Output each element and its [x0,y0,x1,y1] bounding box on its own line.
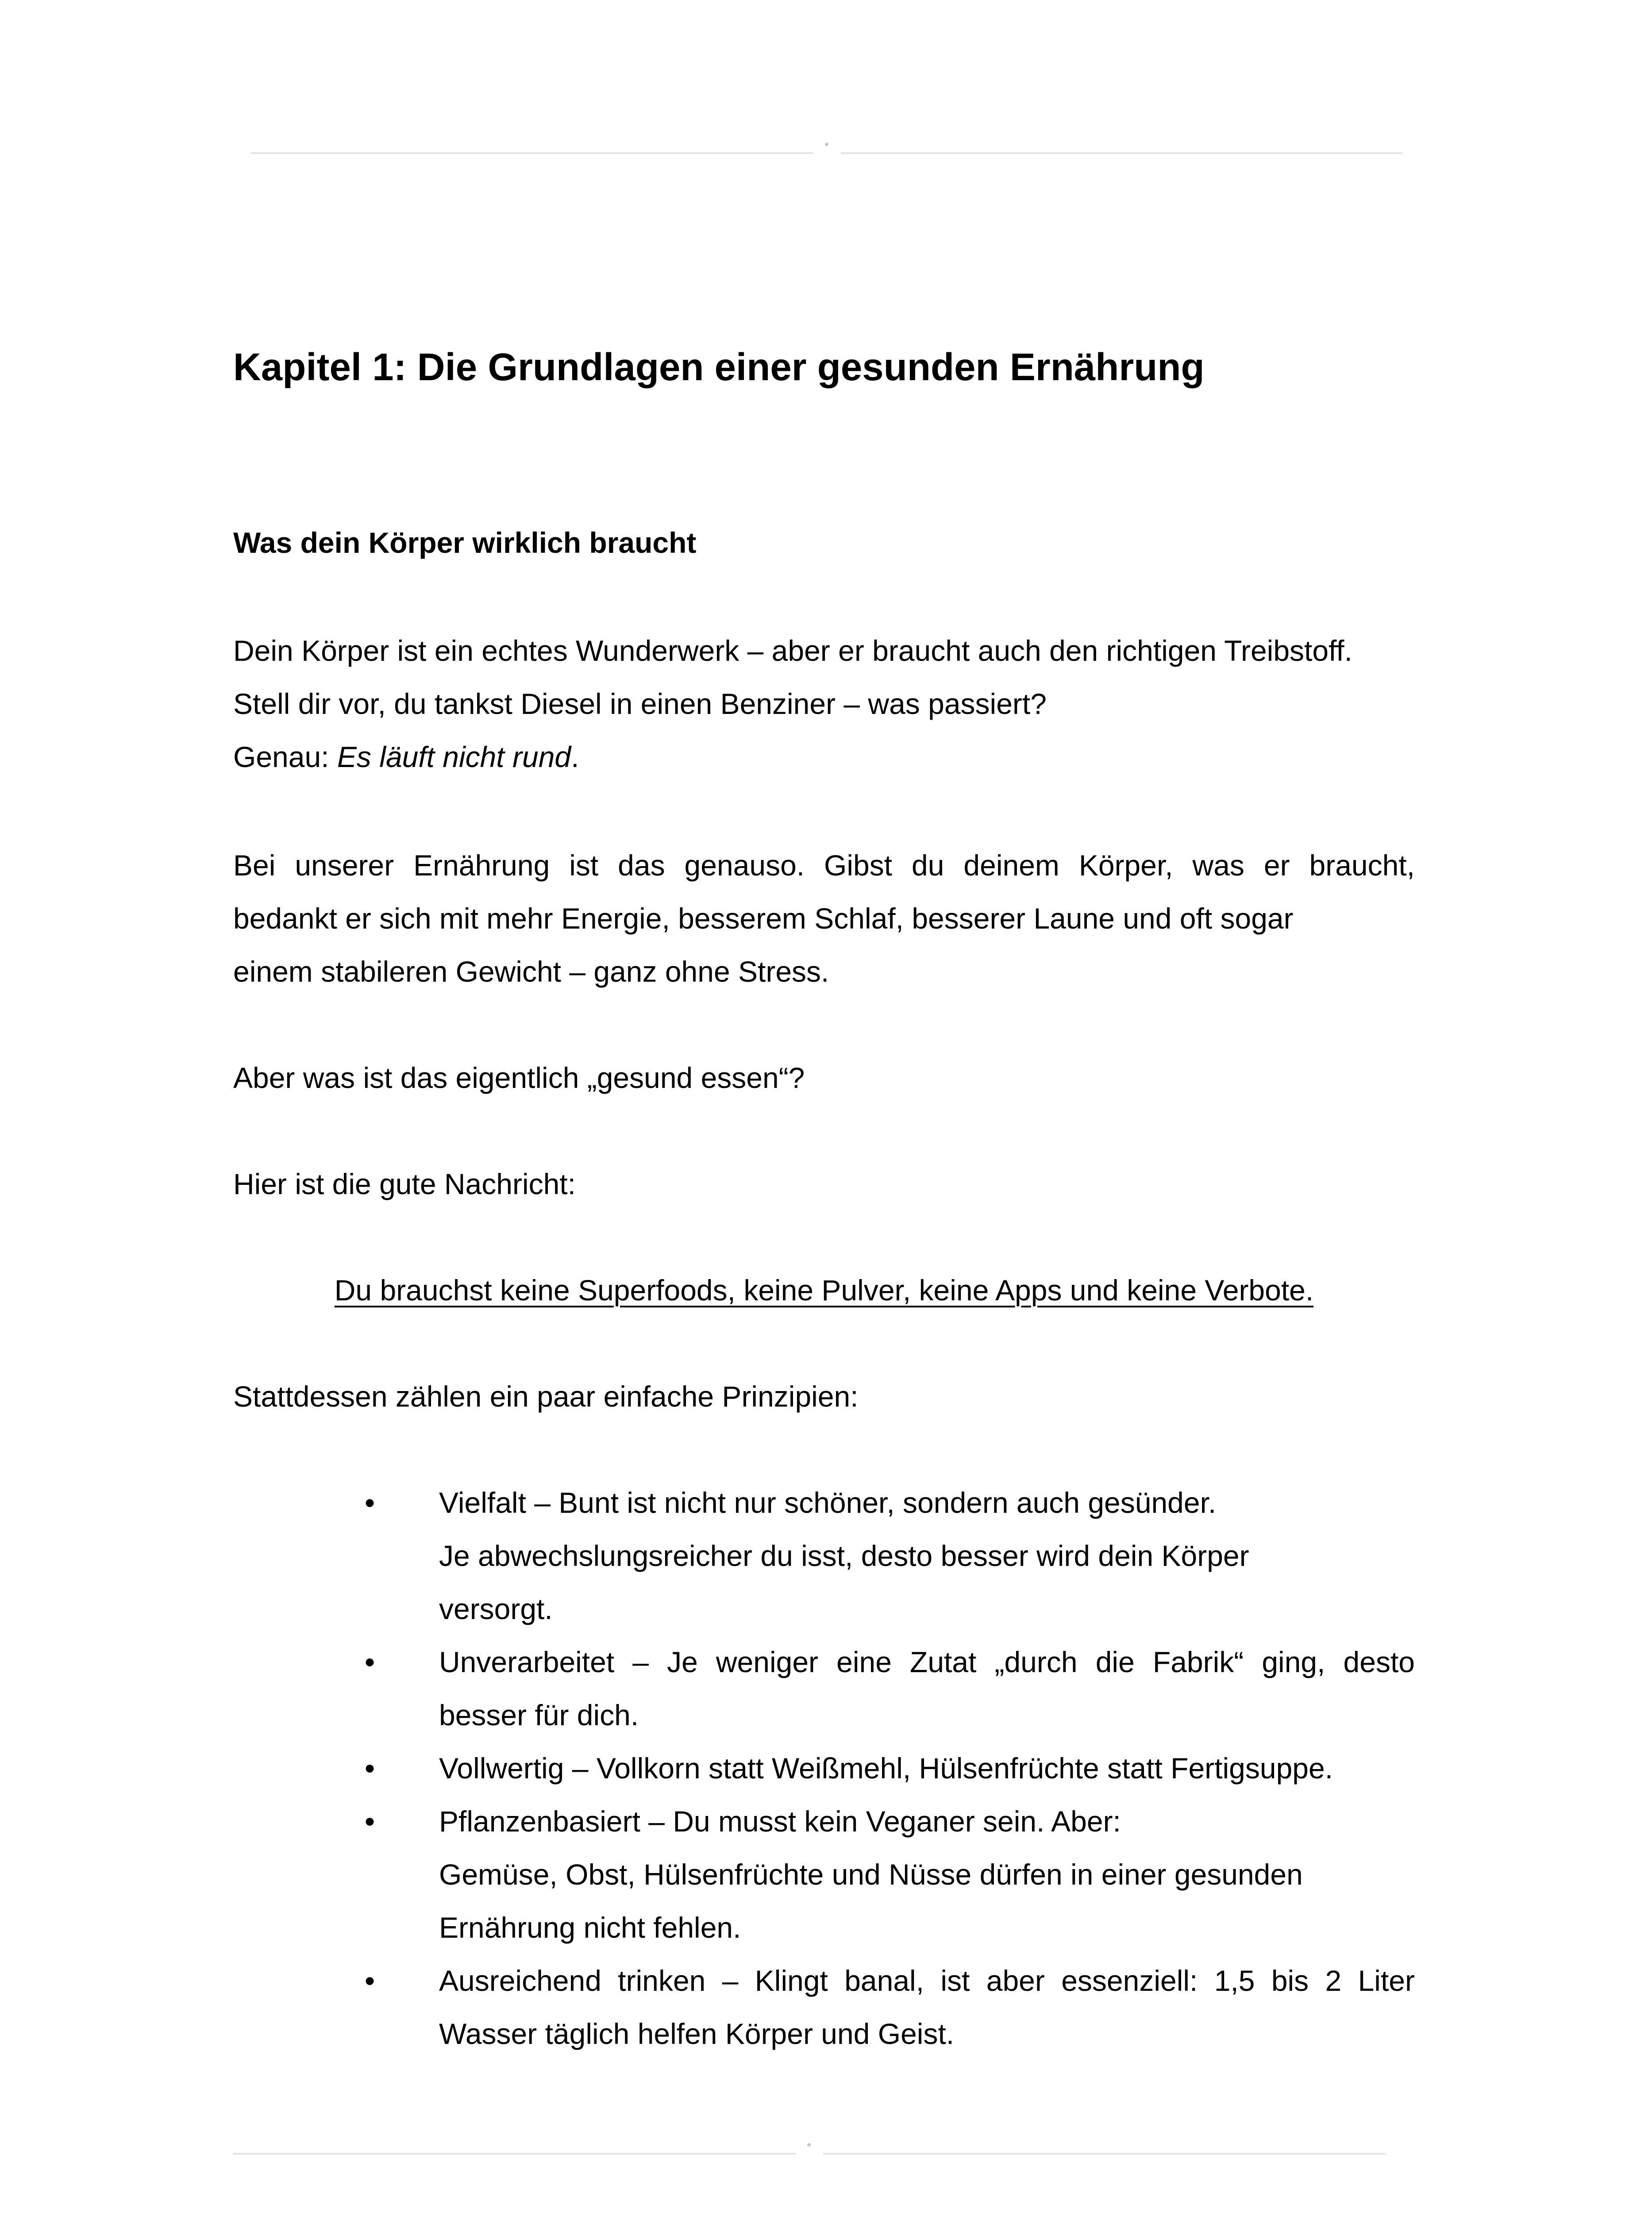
list-item-line: versorgt. [439,1592,553,1625]
list-item-text [439,1795,1415,1954]
intro-line-2: Stell dir vor, du tankst Diesel in einen Benziner – was passiert? [233,687,1047,720]
bullet-marker: • [365,1964,375,1997]
list-item-text [439,1635,1415,1742]
intro-line-3 [233,730,1415,783]
bullet-marker: • [365,1752,375,1785]
paragraph-2-line-3: einem stabileren Gewicht – ganz ohne Stress. [233,955,829,988]
footer-rule-left [233,2153,795,2155]
intro-paragraph [233,624,1415,783]
list-item-line: Vielfalt – Bunt ist nicht nur schöner, sondern auch gesünder. [439,1486,1217,1519]
bullet-marker: • [365,1486,375,1519]
list-item-line: Pflanzenbasiert – Du musst kein Veganer sein. Aber: [439,1805,1121,1838]
header-rule-right [841,152,1403,154]
list-item-line: Wasser täglich helfen Körper und Geist. [439,2017,955,2050]
highlight-underlined: Du brauchst keine Superfoods, keine Pulver, keine Apps und keine Verbote. [334,1274,1314,1307]
list-item-line: Je abwechslungsreicher du isst, desto besser wird dein Körper [439,1539,1249,1572]
list-item-line: Vollwertig – Vollkorn statt Weißmehl, Hülsenfrüchte statt Fertigsuppe. [439,1752,1333,1785]
intro-line-3-prefix: Genau: [233,740,337,773]
highlight-text [233,1264,1415,1317]
list-item-text [439,1742,1415,1795]
intro-line-1: Dein Körper ist ein echtes Wunderwerk – aber er braucht auch den richtigen Treibstoff. [233,634,1352,667]
principles-intro: Stattdessen zählen ein paar einfache Prinzipien: [233,1380,859,1413]
section-heading: Was dein Körper wirklich braucht [233,526,697,559]
list-item-text [439,1476,1415,1635]
question-text: Aber was ist das eigentlich „gesund essen“? [233,1061,805,1094]
bullet-marker: • [365,1646,375,1678]
paragraph-2-line-2: bedankt er sich mit mehr Energie, besserem Schlaf, besserer Laune und oft sogar [233,902,1294,935]
chapter-heading: Kapitel 1: Die Grundlagen einer gesunden Ernährung [233,346,1205,389]
list-item-line: Gemüse, Obst, Hülsenfrüchte und Nüsse dürfen in einer gesunden [439,1858,1303,1891]
list-item-line: Ausreichend trinken – Klingt banal, ist aber essenziell: 1,5 bis 2 Liter [439,1964,1415,1997]
header-rule-dot [825,143,828,146]
intro-line-3-suffix: . [571,740,579,773]
header-rule-left [251,152,813,154]
paragraph-2 [233,839,1415,998]
footer-rule-right [823,2153,1385,2155]
list-item-line: Ernährung nicht fehlen. [439,1911,741,1944]
paragraph-2-line-1: Bei unserer Ernährung ist das genauso. Gibst du deinem Körper, was er braucht, [233,849,1415,882]
footer-rule-dot [807,2143,811,2147]
good-news-text: Hier ist die gute Nachricht: [233,1168,576,1200]
intro-line-3-italic: Es läuft nicht rund [337,740,571,773]
list-item-text [439,1954,1415,2060]
bullet-marker: • [365,1805,375,1838]
list-item-line: besser für dich. [439,1699,639,1731]
list-item-line: Unverarbeitet – Je weniger eine Zutat „durch die Fabrik“ ging, desto [439,1646,1415,1678]
